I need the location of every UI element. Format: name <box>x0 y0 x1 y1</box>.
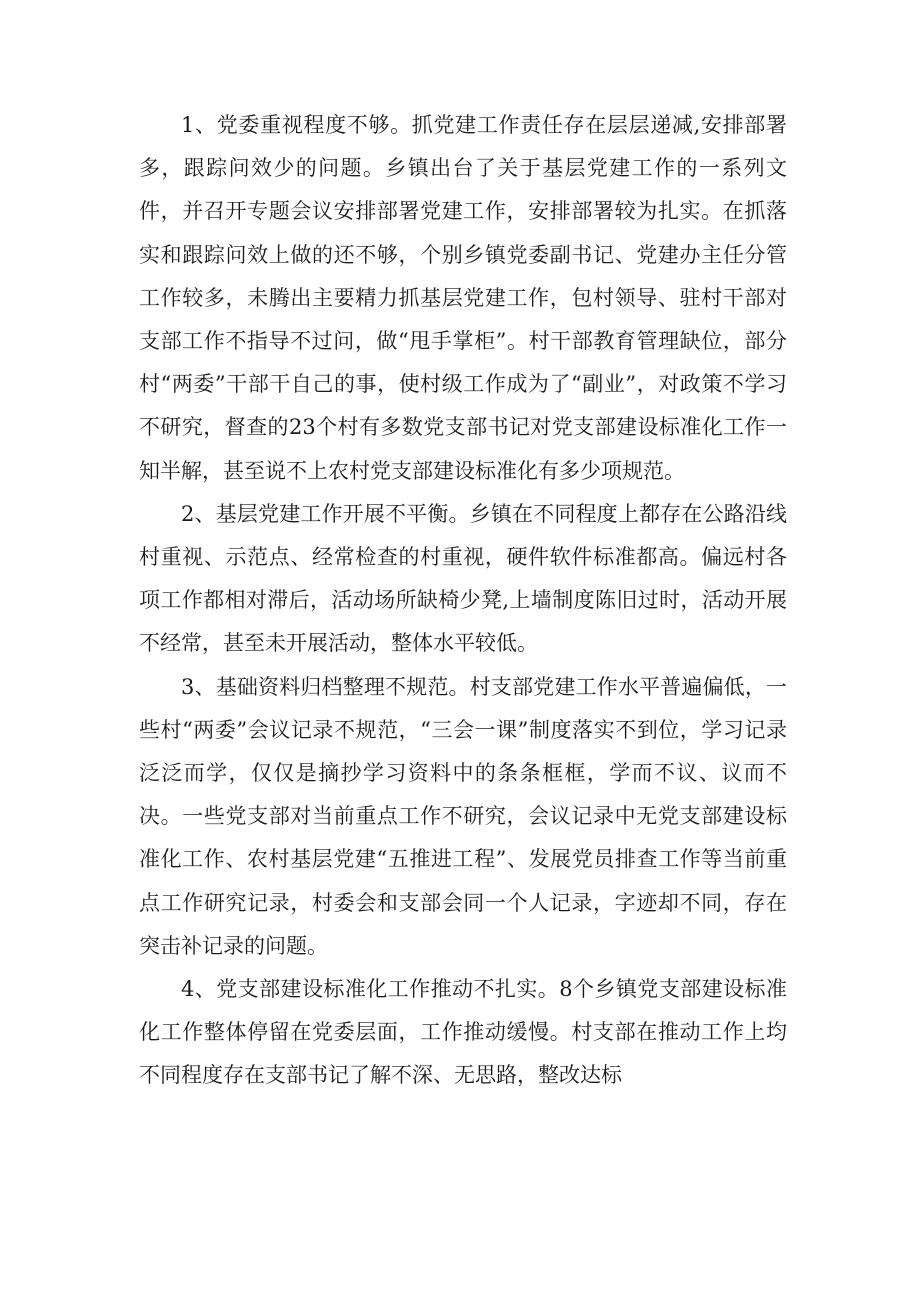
document-body <box>139 104 787 1098</box>
paragraph-2: 2、基层党建工作开展不平衡。乡镇在不同程度上都存在公路沿线村重视、示范点、经常检查的村重视，硬件软件标准都高。偏远村各项工作都相对滞后，活动场所缺椅少凳,上墙制度陈旧过时，活动开展不经常，甚至未开展活动，整体水平较低。 <box>139 501 787 656</box>
paragraph-3: 3、基础资料归档整理不规范。村支部党建工作水平普遍偏低，一些村“两委”会议记录不规范，“三会一课”制度落实不到位，学习记录泛泛而学，仅仅是摘抄学习资料中的条条框框，学而不议、议而不决。一些党支部对当前重点工作不研究，会议记录中无党支部建设标准化工作、农村基层党建“五推进工程”、发展党员排查工作等当前重点工作研究记录，村委会和支部会同一个人记录，字迹却不同，存在突击补记录的问题。 <box>139 674 787 958</box>
paragraph-4: 4、党支部建设标准化工作推动不扎实。8个乡镇党支部建设标准化工作整体停留在党委层面，工作推动缓慢。村支部在推动工作上均不同程度存在支部书记了解不深、无思路，整改达标 <box>139 977 787 1088</box>
paragraph-1: 1、党委重视程度不够。抓党建工作责任存在层层递减,安排部署多，跟踪问效少的问题。乡镇出台了关于基层党建工作的一系列文件，并召开专题会议安排部署党建工作，安排部署较为扎实。在抓落实和跟踪问效上做的还不够，个别乡镇党委副书记、党建办主任分管工作较多，未腾出主要精力抓基层党建工作，包村领导、驻村干部对支部工作不指导不过问，做“甩手掌柜”。村干部教育管理缺位，部分村“两委”干部干自己的事，使村级工作成为了“副业”，对政策不学习不研究，督查的23个村有多数党支部书记对党支部建设标准化工作一知半解，甚至说不上农村党支部建设标准化有多少项规范。 <box>139 113 787 483</box>
